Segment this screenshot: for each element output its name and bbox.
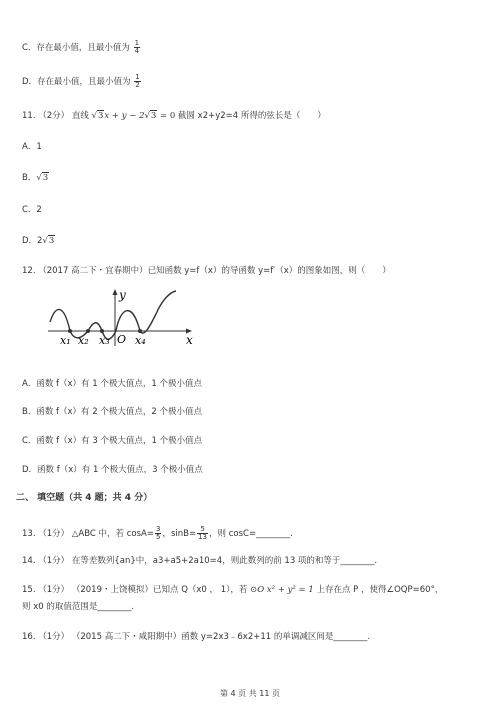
q16-score: （1分） [38, 632, 70, 642]
q14-score: （1分） [38, 556, 70, 566]
page-footer: 第 4 页 共 11 页 [220, 689, 280, 698]
q11-stem [22, 110, 326, 122]
q12-number: 12. [22, 266, 36, 276]
q14-number: 14. [22, 556, 36, 566]
q12-stem-text: （2017 高二下・宜春期中）已知函数 y=f（x）的导函数 y=f′（x）的图象如图，则（ ） [38, 266, 391, 276]
q11-equation: √3x + y − 2√3 = 0 [91, 111, 176, 121]
q15-stem: 15. （1分） （2019・上饶模拟）已知点 Q（x0 ， 1），若 ⊙O x² + y² = 1 上存在点 P ，使得∠OQP=60°， [22, 585, 444, 595]
q10-option-c [22, 40, 141, 55]
q13-stem: 13. （1分） △ABC 中，若 cosA= $\frac{3}{5}$ ，sinB= $\frac{5}{13}$ ，则 cosC=________. [22, 525, 293, 541]
q12-option-a: A．函数 f（x）有 1 个极大值点，1 个极小值点 [22, 379, 202, 389]
graph-label-x: x [186, 333, 193, 347]
q12-option-b: B．函数 f（x）有 2 个极大值点，2 个极小值点 [22, 407, 202, 417]
graph-point-x2 [86, 329, 90, 333]
graph-label-x3: x₃ [99, 334, 110, 347]
graph-label-y: y [119, 288, 126, 302]
q11-number: 11. [22, 111, 36, 121]
q10-option-c-text: C．存在最小值，且最小值为 [22, 43, 130, 53]
graph-point-x3 [100, 329, 104, 333]
q16-text: （2015 高二下・咸阳期中）函数 y=2x3﹣6x2+11 的单调减区间是________. [71, 632, 371, 642]
q11-option-c: C．2 [22, 205, 42, 215]
q13-fraction-cosA: $\frac{3}{5}$ [155, 525, 161, 541]
q12-option-d: D．函数 f（x）有 1 个极大值点，3 个极小值点 [22, 465, 203, 475]
q12-option-c: C．函数 f（x）有 3 个极大值点，1 个极小值点 [22, 436, 203, 446]
q11-option-a: A．1 [22, 142, 42, 152]
q11-score: （2分） [38, 111, 70, 121]
q13-fraction-sinB: $\frac{5}{13}$ [198, 525, 208, 541]
q11-option-b: B．√3 [22, 173, 49, 183]
q12-stem [22, 265, 391, 277]
derivative-graph [40, 286, 200, 348]
q15-score: （1分） [38, 585, 70, 595]
q10-option-d-fraction: $\frac{1}{2}$ [135, 73, 140, 89]
graph-label-x1: x₁ [60, 334, 71, 347]
graph-label-x4: x₄ [135, 334, 146, 347]
graph-point-x1 [68, 329, 72, 333]
q13-score: （1分） [38, 529, 70, 539]
q15-circle-symbol: ⊙O [250, 585, 265, 595]
q10-option-d-text: D．存在最小值，且最小值为 [22, 77, 131, 87]
graph-label-x2: x₂ [78, 334, 89, 347]
q11-stem-a: 直线 [71, 111, 89, 121]
q16-number: 16. [22, 632, 36, 642]
q14-text: 在等差数列{an}中，a3+a5+2a10=4，则此数列的前 13 项的和等于________. [71, 556, 378, 566]
q11-stem-b: 截圆 x2+y2=4 所得的弦长是（ ） [177, 111, 326, 121]
q11-option-d: D．2√3 [22, 236, 55, 246]
graph-y-arrow [113, 289, 118, 295]
graph-label-o: O [117, 333, 127, 346]
q15-number: 15. [22, 585, 36, 595]
q10-option-c-fraction: $\frac{1}{4}$ [134, 39, 140, 55]
q14-stem [22, 555, 377, 567]
q16-stem [22, 631, 370, 643]
q15-circle-equation: x² + y² = 1 [266, 585, 314, 595]
q13-number: 13. [22, 529, 36, 539]
section-title-fill-in: 二、 填空题（共 4 题；共 4 分） [16, 493, 153, 503]
q15-line2: 则 x0 的取值范围是________. [22, 602, 135, 612]
q10-option-d [22, 74, 142, 89]
graph-point-x4 [138, 329, 142, 333]
